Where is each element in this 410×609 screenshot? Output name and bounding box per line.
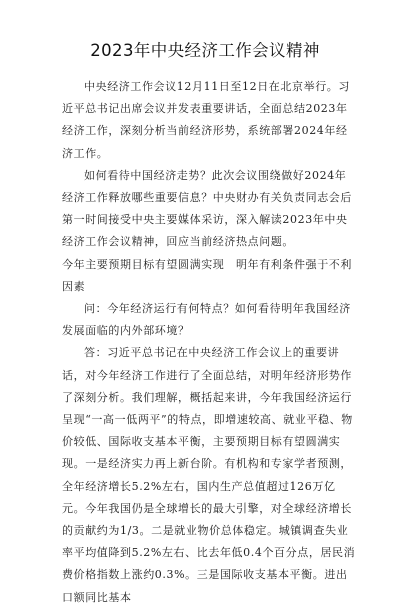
paragraph-answer: 答：习近平总书记在中央经济工作会议上的重要讲话，对今年经济工作进行了全面总结，对明年经济形势作了深刻分析。我们理解，概括起来讲，今年我国经济运行呈现“一高一低两平”的特点，即增速较高、就业平稳、物价较低、国际收支基本平衡，主要预期目标有望圆满实现。一是经济实力再上新台阶。有机构和专家学者预测，全年经济增长5.2%左右，国内生产总值超过126万亿元。今年我国仍是全球增长的最大引擎，对全球经济增长的贡献约为1/3。二是就业物价总体稳定。城镇调查失业率平均值降到5.2%左右、比去年低0.4个百分点，居民消费价格指数上涨约0.3%。三是国际收支基本平衡。进出口额同比基本 — [62, 346, 356, 604]
paragraph-questions: 如何看待中国经济走势？此次会议围绕做好2024年经济工作释放哪些重要信息？中央财办有关负责同志会后第一时间接受中央主要媒体采访，深入解读2023年中央经济工作会议精神，回应当前经济热点问题。 — [62, 168, 352, 249]
document-title: 2023年中央经济工作会议精神 — [90, 41, 320, 60]
section-heading: 今年主要预期目标有望圆满实现 明年有利条件强于不利因素 — [62, 257, 352, 293]
paragraph-intro: 中央经济工作会议12月11日至12日在北京举行。习近平总书记出席会议并发表重要讲话，全面总结2023年经济工作，深刻分析当前经济形势，系统部署2024年经济工作。 — [62, 80, 350, 160]
paragraph-question: 问：今年经济运行有何特点？如何看待明年我国经济发展面临的内外部环境？ — [62, 302, 351, 338]
document-body — [62, 76, 356, 609]
